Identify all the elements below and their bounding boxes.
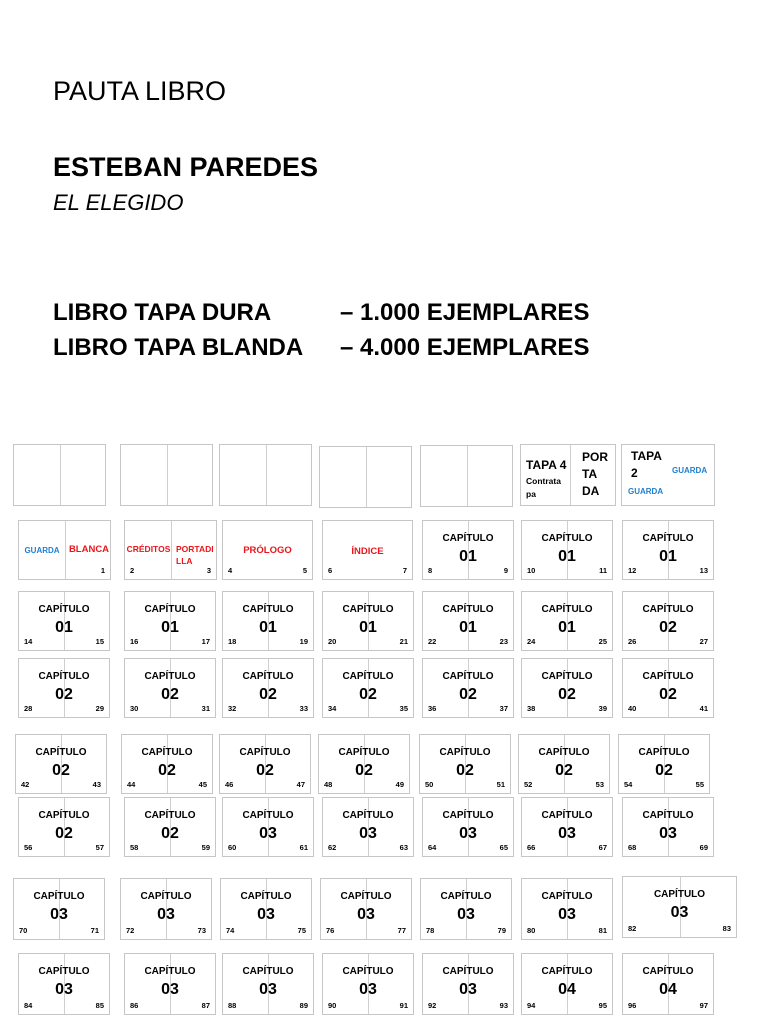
page-number-left: 80 — [527, 926, 536, 935]
prologo-label: PRÓLOGO — [243, 545, 292, 556]
page-number-right: 17 — [201, 637, 210, 646]
chapter-number: 03 — [357, 906, 375, 923]
page-number-left: 84 — [24, 1001, 33, 1010]
chapter-label: CAPÍTULO — [240, 891, 292, 902]
chapter-spread — [220, 878, 312, 940]
chapter-spread — [622, 797, 714, 857]
guarda-label-top: GUARDA — [672, 466, 708, 475]
page-number-right: 55 — [695, 780, 704, 789]
page-number-left: 32 — [228, 704, 237, 713]
page-number-left: 66 — [527, 843, 536, 852]
chapter-spread — [322, 797, 414, 857]
chapter-number: 02 — [161, 825, 179, 842]
chapter-spread — [124, 953, 216, 1015]
chapter-label: CAPÍTULO — [144, 810, 196, 821]
page-number-left: 24 — [527, 637, 536, 646]
chapter-number: 02 — [555, 762, 573, 779]
page-number-left: 56 — [24, 843, 33, 852]
page-number: 1 — [100, 566, 105, 575]
chapter-label: CAPÍTULO — [538, 747, 590, 758]
page-number-left: 22 — [428, 637, 437, 646]
chapter-number: 01 — [359, 619, 377, 636]
chapter-spread — [618, 734, 710, 794]
chapter-spread — [120, 878, 212, 940]
chapter-spread — [322, 658, 414, 718]
page-number-left: 64 — [428, 843, 437, 852]
blank-spread — [420, 445, 513, 507]
chapter-spread — [422, 658, 514, 718]
chapter-number: 02 — [359, 686, 377, 703]
chapter-number: 01 — [659, 548, 677, 565]
blanca-label: BLANCA — [68, 544, 110, 555]
chapter-spread — [121, 734, 213, 794]
chapter-label: CAPÍTULO — [541, 891, 593, 902]
chapter-spread — [521, 520, 613, 580]
page-number-left: 20 — [328, 637, 337, 646]
page-number-right: 63 — [399, 843, 408, 852]
chapter-number: 02 — [52, 762, 70, 779]
chapter-spread — [18, 797, 110, 857]
page-number-right: 11 — [599, 566, 607, 575]
chapter-spread — [521, 591, 613, 651]
chapter-number: 04 — [659, 981, 677, 998]
chapter-label: CAPÍTULO — [541, 966, 593, 977]
page-number-left: 52 — [524, 780, 533, 789]
chapter-spread — [222, 797, 314, 857]
chapter-label: CAPÍTULO — [144, 966, 196, 977]
page-number-left: 68 — [628, 843, 637, 852]
chapter-number: 02 — [161, 686, 179, 703]
page-number-right: 27 — [699, 637, 708, 646]
chapter-label: CAPÍTULO — [642, 671, 694, 682]
page-number-right: 43 — [92, 780, 101, 789]
chapter-spread — [422, 797, 514, 857]
chapter-label: CAPÍTULO — [242, 604, 294, 615]
chapter-number: 03 — [359, 981, 377, 998]
chapter-number: 01 — [259, 619, 277, 636]
guarda-label-bottom: GUARDA — [628, 487, 664, 496]
page-number-right: 15 — [95, 637, 104, 646]
chapter-number: 02 — [456, 762, 474, 779]
inner-cover-spread — [621, 444, 715, 506]
page-number-right: 89 — [299, 1001, 308, 1010]
chapter-label: CAPÍTULO — [442, 604, 494, 615]
page-number-left: 74 — [226, 926, 235, 935]
page-number-left: 10 — [527, 566, 536, 575]
page-number-left: 36 — [428, 704, 437, 713]
chapter-spread — [124, 658, 216, 718]
chapter-number: 01 — [459, 548, 477, 565]
page-number-right: 39 — [598, 704, 607, 713]
chapter-spread — [124, 591, 216, 651]
page-number: 3 — [206, 566, 211, 575]
chapter-label: CAPÍTULO — [242, 671, 294, 682]
chapter-number: 01 — [161, 619, 179, 636]
chapter-label: CAPÍTULO — [338, 747, 390, 758]
page-number-right: 77 — [397, 926, 406, 935]
chapter-spread — [422, 591, 514, 651]
chapter-number: 03 — [558, 906, 576, 923]
page-number-left: 86 — [130, 1001, 139, 1010]
chapter-number: 02 — [355, 762, 373, 779]
chapter-label: CAPÍTULO — [35, 747, 87, 758]
page-number-right: 35 — [399, 704, 408, 713]
page-number-right: 97 — [699, 1001, 708, 1010]
guarda-label: GUARDA — [24, 546, 60, 555]
page-number-right: 45 — [198, 780, 207, 789]
chapter-number: 03 — [55, 981, 73, 998]
page-number-left: 70 — [19, 926, 28, 935]
chapter-spread — [622, 591, 714, 651]
page-number-left: 50 — [425, 780, 434, 789]
page-number-left: 62 — [328, 843, 337, 852]
page-number-right: 31 — [201, 704, 210, 713]
back-cover-spread — [520, 444, 616, 506]
chapter-spread — [13, 878, 105, 940]
contratapa-label: Contrata pa — [526, 476, 561, 499]
page-number-right: 81 — [598, 926, 607, 935]
page-number-left: 40 — [628, 704, 637, 713]
chapter-label: CAPÍTULO — [342, 671, 394, 682]
chapter-label: CAPÍTULO — [144, 671, 196, 682]
chapter-spread — [622, 876, 737, 938]
chapter-number: 03 — [459, 981, 477, 998]
chapter-number: 01 — [558, 619, 576, 636]
page-number-right: 37 — [499, 704, 508, 713]
chapter-spread — [420, 878, 512, 940]
page-number-right: 51 — [496, 780, 505, 789]
chapter-spread — [322, 591, 414, 651]
chapter-label: CAPÍTULO — [33, 891, 85, 902]
blank-spread — [319, 446, 412, 508]
chapter-label: CAPÍTULO — [541, 533, 593, 544]
page-number-right: 9 — [503, 566, 508, 575]
portada-label: POR TA DA — [582, 450, 609, 498]
page-number-left: 82 — [628, 924, 637, 933]
page-number-right: 91 — [399, 1001, 408, 1010]
chapter-spread — [124, 797, 216, 857]
chapter-label: CAPÍTULO — [242, 966, 294, 977]
chapter-label: CAPÍTULO — [442, 533, 494, 544]
chapter-label: CAPÍTULO — [38, 671, 90, 682]
chapter-label: CAPÍTULO — [141, 747, 193, 758]
page-number: 2 — [130, 566, 135, 575]
page-number-right: 49 — [395, 780, 404, 789]
page-number-right: 69 — [699, 843, 708, 852]
chapter-label: CAPÍTULO — [342, 604, 394, 615]
blank-spread — [120, 444, 213, 506]
page-number-left: 18 — [228, 637, 237, 646]
chapter-spread — [622, 520, 714, 580]
chapter-label: CAPÍTULO — [442, 671, 494, 682]
page-number-left: 92 — [428, 1001, 437, 1010]
chapter-number: 03 — [257, 906, 275, 923]
page-number-right: 95 — [598, 1001, 607, 1010]
page-number-right: 25 — [598, 637, 607, 646]
chapter-spread — [521, 797, 613, 857]
chapter-label: CAPÍTULO — [239, 747, 291, 758]
page-number-right: 23 — [499, 637, 508, 646]
page-number-left: 90 — [328, 1001, 337, 1010]
chapter-number: 04 — [558, 981, 576, 998]
chapter-label: CAPÍTULO — [342, 966, 394, 977]
chapter-spread — [622, 658, 714, 718]
chapter-spread — [521, 878, 613, 940]
page-number-right: 67 — [598, 843, 607, 852]
page-number-right: 21 — [399, 637, 408, 646]
page-heading: PAUTA LIBRO — [53, 76, 227, 106]
page-number-right: 75 — [297, 926, 306, 935]
page-number-left: 34 — [328, 704, 337, 713]
tapa4-label: TAPA 4 — [526, 458, 567, 472]
page-number-left: 38 — [527, 704, 536, 713]
chapter-spread — [222, 591, 314, 651]
chapter-number: 02 — [659, 686, 677, 703]
page-number-right: 33 — [299, 704, 308, 713]
chapter-number: 02 — [55, 825, 73, 842]
page-number: 6 — [328, 566, 333, 575]
chapter-number: 02 — [158, 762, 176, 779]
page-number-left: 28 — [24, 704, 33, 713]
chapter-label: CAPÍTULO — [541, 671, 593, 682]
page-number-left: 94 — [527, 1001, 536, 1010]
page-number-left: 42 — [21, 780, 30, 789]
chapter-label: CAPÍTULO — [442, 810, 494, 821]
chapter-label: CAPÍTULO — [140, 891, 192, 902]
chapter-label: CAPÍTULO — [342, 810, 394, 821]
book-title: EL ELEGIDO — [53, 190, 184, 215]
chapter-spread — [18, 953, 110, 1015]
chapter-number: 03 — [459, 825, 477, 842]
chapter-number: 03 — [659, 825, 677, 842]
page-number-left: 58 — [130, 843, 139, 852]
page-number-right: 29 — [95, 704, 104, 713]
edition-label-hardcover: LIBRO TAPA DURA — [53, 299, 272, 326]
chapter-label: CAPÍTULO — [642, 533, 694, 544]
chapter-spread — [222, 658, 314, 718]
chapter-spread — [518, 734, 610, 794]
chapter-spread — [622, 953, 714, 1015]
edition-label-softcover: LIBRO TAPA BLANDA — [53, 334, 304, 361]
chapter-spread — [15, 734, 107, 794]
page-number-right: 65 — [499, 843, 508, 852]
chapter-number: 01 — [55, 619, 73, 636]
chapter-label: CAPÍTULO — [38, 966, 90, 977]
page-number-right: 59 — [201, 843, 210, 852]
edition-quantity-softcover: – 4.000 EJEMPLARES — [340, 334, 590, 361]
chapter-label: CAPÍTULO — [653, 889, 706, 900]
page-number-left: 26 — [628, 637, 637, 646]
chapter-number: 01 — [459, 619, 477, 636]
chapter-number: 02 — [558, 686, 576, 703]
chapter-number: 02 — [256, 762, 274, 779]
chapter-label: CAPÍTULO — [541, 604, 593, 615]
chapter-label: CAPÍTULO — [642, 810, 694, 821]
chapter-number: 02 — [459, 686, 477, 703]
page-number-left: 8 — [428, 566, 433, 575]
page-number-left: 72 — [126, 926, 135, 935]
chapter-number: 03 — [50, 906, 68, 923]
chapter-number: 02 — [655, 762, 673, 779]
chapter-spread — [18, 591, 110, 651]
page-number-right: 19 — [299, 637, 308, 646]
chapter-label: CAPÍTULO — [442, 966, 494, 977]
chapter-label: CAPÍTULO — [38, 604, 90, 615]
chapter-spread — [419, 734, 511, 794]
chapter-number: 03 — [457, 906, 475, 923]
indice-label: ÍNDICE — [351, 546, 384, 557]
chapter-spread — [322, 953, 414, 1015]
page-number: 5 — [302, 566, 307, 575]
chapter-number: 02 — [659, 619, 677, 636]
page-number-left: 76 — [326, 926, 335, 935]
chapter-spread — [18, 658, 110, 718]
author-name: ESTEBAN PAREDES — [53, 152, 319, 182]
page-number-right: 71 — [90, 926, 99, 935]
chapter-number: 03 — [670, 904, 689, 921]
chapter-spread — [318, 734, 410, 794]
chapter-number: 03 — [161, 981, 179, 998]
blank-spread — [13, 444, 106, 506]
page-number-right: 47 — [296, 780, 305, 789]
page-number-right: 83 — [722, 924, 731, 933]
chapter-label: CAPÍTULO — [642, 966, 694, 977]
front-matter-spread — [18, 520, 111, 580]
page-number-right: 85 — [95, 1001, 104, 1010]
page-number-left: 88 — [228, 1001, 237, 1010]
chapter-label: CAPÍTULO — [642, 604, 694, 615]
chapter-spread — [320, 878, 412, 940]
chapter-number: 03 — [259, 981, 277, 998]
chapter-number: 03 — [259, 825, 277, 842]
chapter-number: 01 — [558, 548, 576, 565]
page-number-right: 61 — [299, 843, 308, 852]
chapter-spread — [222, 953, 314, 1015]
page-number-left: 14 — [24, 637, 33, 646]
chapter-spread — [422, 520, 514, 580]
page-number-right: 93 — [499, 1001, 508, 1010]
chapter-spread — [219, 734, 311, 794]
creditos-label: CRÉDITOS — [126, 544, 171, 554]
chapter-number: 03 — [359, 825, 377, 842]
chapter-number: 02 — [55, 686, 73, 703]
page-number: 4 — [228, 566, 233, 575]
chapter-spread — [521, 953, 613, 1015]
page-number-right: 13 — [699, 566, 708, 575]
page-number-left: 54 — [624, 780, 633, 789]
chapter-label: CAPÍTULO — [38, 810, 90, 821]
portadilla-label: PORTADI LLA — [176, 544, 214, 566]
tapa2-label: TAPA 2 — [631, 449, 662, 480]
chapter-spread — [521, 658, 613, 718]
page-number-left: 60 — [228, 843, 237, 852]
chapter-label: CAPÍTULO — [340, 891, 392, 902]
page-number-left: 44 — [127, 780, 136, 789]
page-number-left: 48 — [324, 780, 333, 789]
front-matter-spread — [222, 520, 313, 580]
blank-spread — [219, 444, 312, 506]
page-number-right: 53 — [595, 780, 604, 789]
chapter-number: 02 — [259, 686, 277, 703]
page-number: 7 — [402, 566, 407, 575]
page-number-left: 16 — [130, 637, 139, 646]
chapter-label: CAPÍTULO — [541, 810, 593, 821]
page-number-left: 46 — [225, 780, 234, 789]
chapter-label: CAPÍTULO — [439, 747, 491, 758]
page-number-right: 57 — [95, 843, 104, 852]
chapter-label: CAPÍTULO — [144, 604, 196, 615]
front-matter-spread — [124, 520, 217, 580]
page-number-right: 87 — [201, 1001, 210, 1010]
page-number-left: 78 — [426, 926, 435, 935]
page-number-left: 96 — [628, 1001, 637, 1010]
chapter-label: CAPÍTULO — [440, 891, 492, 902]
chapter-label: CAPÍTULO — [638, 747, 690, 758]
chapter-number: 03 — [558, 825, 576, 842]
page-number-right: 73 — [197, 926, 206, 935]
chapter-label: CAPÍTULO — [242, 810, 294, 821]
edition-quantity-hardcover: – 1.000 EJEMPLARES — [340, 299, 590, 326]
page-number-left: 30 — [130, 704, 139, 713]
front-matter-spread — [322, 520, 413, 580]
chapter-number: 03 — [157, 906, 175, 923]
chapter-spread — [422, 953, 514, 1015]
page-number-right: 41 — [699, 704, 708, 713]
page-number-left: 12 — [628, 566, 637, 575]
page-number-right: 79 — [497, 926, 506, 935]
